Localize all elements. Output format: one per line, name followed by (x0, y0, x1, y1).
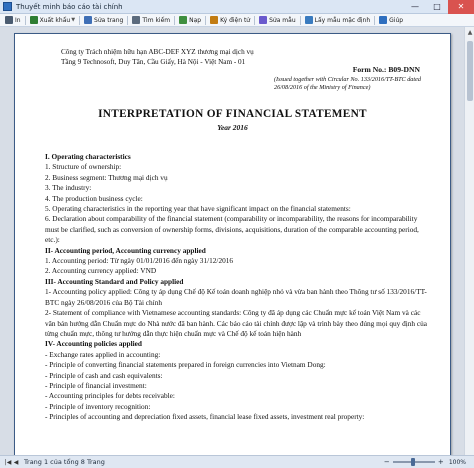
toolbar-separator (127, 16, 128, 25)
maximize-button[interactable]: □ (433, 2, 441, 11)
toolbar-separator (254, 16, 255, 25)
zoom-slider-knob[interactable] (411, 458, 415, 466)
zoom-control (383, 458, 466, 466)
window-title: Thuyết minh báo cáo tài chính (16, 2, 123, 11)
document-line: 3. The industry: (45, 183, 92, 193)
chevron-down-icon: ▼ (71, 17, 76, 23)
vertical-scrollbar[interactable] (464, 27, 474, 455)
document-line: 5. Operating characteristics in the reporting year that have significant impact on the financial statements: (45, 204, 351, 214)
toolbar-button-label: Tìm kiếm (142, 16, 171, 24)
prev-page-icon[interactable]: ◀ (13, 458, 19, 466)
toolbar-separator (205, 16, 206, 25)
toolbar-button-6[interactable] (256, 15, 299, 26)
scroll-thumb[interactable] (467, 41, 473, 101)
document-line: - Accounting principles for debts receivable: (45, 391, 175, 401)
status-bar (0, 455, 474, 468)
company-name: Công ty Trách nhiệm hữu hạn ABC-DEF XYZ thương mại dịch vụ (61, 48, 254, 56)
document-line: 2- Statement of compliance with Vietnamese accounting standards: Công ty đã áp dụng các Chuẩn mực kế toán Việt Nam và các văn bản hướng dẫn Chuẩn mực do Nhà nước đã ban hành. Các báo cáo tài chính được lập và trình bày theo đúng mọi quy định của từng chuẩn mực, thông tư hướng dẫn thực hiện chuẩn mực và Chế độ kế toán hiện hành (45, 308, 428, 338)
toolbar-button-8[interactable] (376, 15, 406, 26)
toolbar-separator (300, 16, 301, 25)
document-viewer[interactable] (0, 27, 474, 455)
section-heading: IV- Accounting policies applied (45, 339, 142, 349)
sign-icon (210, 16, 218, 24)
minimize-button[interactable]: — (411, 2, 419, 11)
document-line: 6. Declaration about comparability of the financial statement (comparability or incomparability, the reasons for incomparability must be clarified, such as conversion of ownership forms, divisions, acquisitions, duration of the comparable accounting period, etc.): (45, 214, 419, 245)
document-line: 4. The production business cycle: (45, 193, 143, 203)
document-title: INTERPRETATION OF FINANCIAL STATEMENT (98, 108, 367, 120)
zoom-in-icon[interactable]: + (437, 458, 444, 466)
first-page-icon[interactable]: |◀ (4, 458, 12, 466)
document-line: 2. Business segment: Thương mại dịch vụ (45, 172, 168, 182)
toolbar-button-1[interactable] (27, 15, 78, 26)
edit-template-icon (259, 16, 267, 24)
section-heading: I. Operating characteristics (45, 152, 131, 161)
toolbar-button-3[interactable] (129, 15, 173, 26)
toolbar-button-label: Xuất khẩu (39, 16, 71, 24)
toolbar-button-5[interactable] (207, 15, 253, 26)
document-line: 1- Accounting policy applied: Công ty áp dụng Chế độ Kế toán doanh nghiệp nhỏ và vừa ban hành theo Thông tư số 133/2016/TT-BTC ngày 26/08/2016 của Bộ Tài chính (45, 287, 427, 307)
document-line: - Principle of inventory recognition: (45, 401, 151, 411)
document-line: - Principle of converting financial statements prepared in foreign currencies into Vietnam Dong: (45, 360, 326, 370)
title-bar (0, 0, 474, 14)
scroll-up-icon[interactable]: ▲ (467, 29, 473, 36)
toolbar-button-label: In (15, 16, 21, 24)
section-heading: II- Accounting period, Accounting currency applied (45, 245, 206, 255)
company-address: Tầng 9 Technosoft, Duy Tân, Cầu Giấy, Hà Nội - Việt Nam - 01 (61, 57, 246, 66)
toolbar-button-label: Sửa mẫu (269, 16, 296, 24)
toolbar-button-label: Nạp (189, 16, 202, 24)
page-navigation (4, 458, 105, 466)
document-line: - Exchange rates applied in accounting: (45, 349, 161, 359)
zoom-slider[interactable] (393, 461, 435, 463)
toolbar-button-7[interactable] (302, 15, 374, 26)
toolbar (0, 14, 474, 27)
search-icon (132, 16, 140, 24)
document-page (14, 33, 451, 455)
export-icon (30, 16, 38, 24)
zoom-level: 100% (448, 458, 466, 466)
toolbar-button-0[interactable] (2, 15, 24, 26)
zoom-out-icon[interactable]: − (383, 458, 390, 466)
close-button[interactable]: ✕ (448, 0, 474, 14)
default-template-icon (305, 16, 313, 24)
toolbar-button-label: Ký điện tử (220, 16, 251, 24)
document-body (45, 152, 430, 423)
form-number: Form No.: B09-DNN (352, 65, 420, 74)
printer-icon (5, 16, 13, 24)
company-header (61, 48, 254, 67)
document-line: 1. Accounting period: Từ ngày 01/01/2016 đến ngày 31/12/2016 (45, 256, 234, 266)
refresh-icon (179, 16, 187, 24)
toolbar-button-label: Sửa trang (94, 16, 124, 24)
toolbar-separator (25, 16, 26, 25)
edit-page-icon (84, 16, 92, 24)
document-line: - Principle of financial investment: (45, 380, 147, 390)
window-controls (404, 0, 474, 14)
toolbar-button-2[interactable] (81, 15, 126, 26)
document-line: 1. Structure of ownership: (45, 162, 122, 172)
app-icon (3, 2, 12, 11)
toolbar-button-label: Giúp (389, 16, 404, 24)
help-icon (379, 16, 387, 24)
toolbar-button-4[interactable] (176, 15, 204, 26)
toolbar-separator (374, 16, 375, 25)
document-line: 2. Accounting currency applied: VND (45, 266, 157, 276)
issued-note: (Issued together with Circular No. 133/2016/TT-BTC dated 26/08/2016 of the Ministry of Finance) (274, 76, 421, 91)
page-indicator: Trang 1 của tổng 8 Trang (24, 458, 105, 466)
section-heading: III- Accounting Standard and Policy applied (45, 276, 184, 286)
toolbar-separator (79, 16, 80, 25)
document-line: - Principle of cash and cash equivalents: (45, 370, 163, 380)
document-line: - Principles of accounting and depreciation fixed assets, financial lease fixed assets, investment real property: (45, 412, 365, 422)
document-year: Year 2016 (217, 123, 248, 132)
toolbar-separator (174, 16, 175, 25)
toolbar-button-label: Lấy mẫu mặc định (314, 16, 371, 24)
